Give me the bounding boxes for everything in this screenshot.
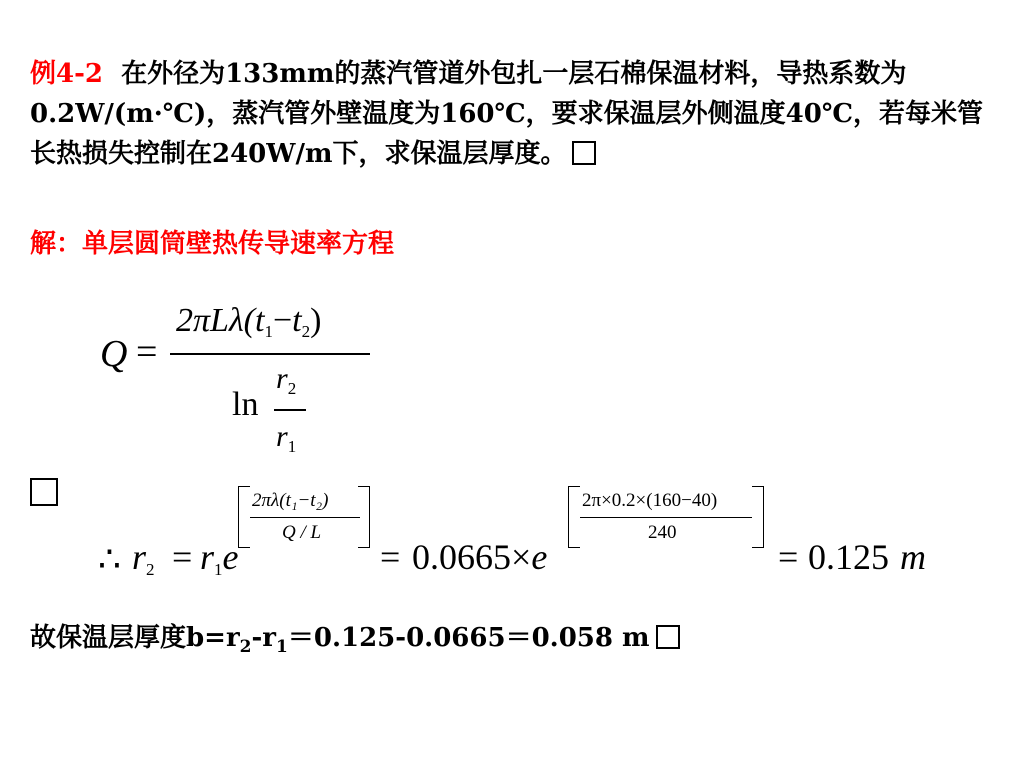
- formula2-result: 0.125: [808, 537, 889, 577]
- formula2-eq2: =: [380, 537, 401, 577]
- solution-heading: 解：单层圆筒壁热传导速率方程: [30, 229, 395, 259]
- formula2-r1-e: $r_1e$: [200, 537, 239, 579]
- exp2-numerator: 2π×0.2×(160−40): [582, 490, 718, 511]
- formula1-r1: $r_1$: [276, 420, 297, 456]
- problem-statement: [30, 54, 995, 174]
- exp2-right-bracket: [752, 486, 764, 548]
- formula2-eq: =: [172, 537, 193, 577]
- formula1-eq: =: [136, 331, 158, 373]
- conclusion-line: 故保温层厚度$b=r_2-r_1=0.125-0.0665=0.058$ m: [30, 618, 680, 667]
- therefore-symbol: ∴: [98, 539, 121, 579]
- formula1-r2: $r_2$: [276, 362, 297, 398]
- formula2-value1: 0.0665×e: [412, 537, 548, 577]
- formula1-ln: ln: [232, 386, 259, 423]
- formula1-numerator: $2\pi L\lambda(t_1-t_2)$: [176, 302, 322, 341]
- formula2-r2: $r_2$: [132, 537, 155, 579]
- placeholder-box-icon: [656, 625, 680, 649]
- exp2-left-bracket: [568, 486, 580, 548]
- exp2-fraction-line: [580, 517, 752, 518]
- exp1-denominator: Q / L: [282, 522, 322, 543]
- exp1-numerator: 2πλ(t₁−t₂): [252, 490, 329, 511]
- exp2-denominator: 240: [648, 522, 677, 543]
- exp1-fraction-line: [250, 517, 360, 518]
- exp1-right-bracket: [358, 486, 370, 548]
- placeholder-box-icon: [30, 478, 58, 506]
- problem-text: 在外径为133mm的蒸汽管道外包扎一层石棉保温材料，导热系数为0.2W/(m·℃)，蒸汽管外壁温度为160℃，要求保温层外侧温度40℃，若每米管长热损失控制在240W/m下，求保温层厚度。: [30, 59, 984, 169]
- problem-label: 例4-2: [30, 59, 103, 89]
- formula2-unit: m: [900, 537, 926, 577]
- formula1-inner-line: [274, 409, 306, 411]
- formula1-fraction-line: [170, 353, 370, 355]
- formula2-eq3: =: [778, 537, 799, 577]
- placeholder-box-icon: [572, 141, 596, 165]
- exp1-left-bracket: [238, 486, 250, 548]
- formula1-lhs: Q: [100, 333, 128, 375]
